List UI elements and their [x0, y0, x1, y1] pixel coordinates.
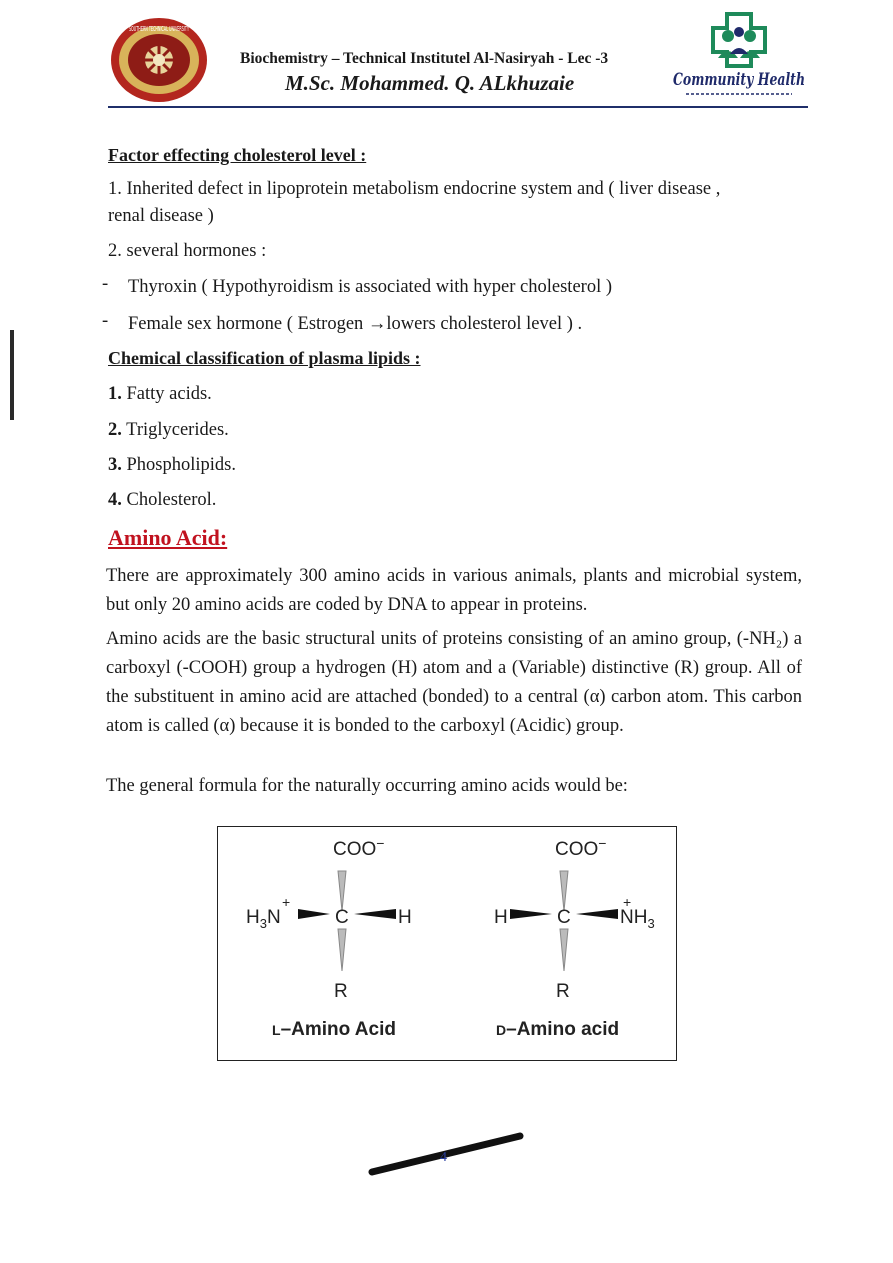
amino-acid-enantiomer-diagram — [217, 826, 677, 1061]
d-wedge-right — [576, 909, 618, 919]
l-wedge-right — [354, 909, 396, 919]
d-carboxylate-label: COO− — [555, 835, 607, 860]
lipid-item-2: 2. Triglycerides. — [108, 420, 229, 440]
d-amino-acid-structure — [494, 835, 655, 1040]
d-amino-charge: + — [623, 894, 632, 910]
l-amino-acid-caption: L–Amino Acid — [272, 1019, 396, 1040]
d-wedge-up — [560, 871, 568, 911]
d-hydrogen-label: H — [494, 907, 508, 928]
d-amino-acid-caption: D–Amino acid — [496, 1019, 620, 1040]
d-wedge-left — [510, 909, 552, 919]
hormone-bullet-estrogen: Female sex hormone ( Estrogen →lowers cholesterol level ) . — [128, 314, 583, 334]
lipid-item-3: 3. Phospholipids. — [108, 455, 236, 475]
bullet-mark: - — [102, 311, 109, 331]
section-heading-plasma-lipids: Chemical classification of plasma lipids : — [108, 348, 421, 368]
l-wedge-down — [338, 929, 346, 971]
d-amino-label: $NH_3$ — [620, 907, 655, 931]
l-alpha-carbon-label: C — [335, 907, 349, 928]
header-author: M.Sc. Mohammed. Q. ALkhuzaie — [285, 71, 575, 95]
page-number: 4 — [440, 1150, 447, 1165]
l-amino-charge: + — [282, 894, 291, 910]
section-heading-cholesterol-factors: Factor effecting cholesterol level : — [108, 145, 367, 165]
amino-acid-paragraph-3: The general formula for the naturally occurring amino acids would be: — [106, 776, 628, 796]
header-course-line: Biochemistry – Technical Institutel Al-Nasiryah - Lec -3 — [240, 50, 609, 67]
lipid-item-4: 4. Cholesterol. — [108, 490, 217, 510]
footer-pen-stroke — [370, 1128, 525, 1176]
factor-item-2: 2. several hormones : — [108, 241, 267, 261]
logo-ring-text: SOUTHERN TECHNICAL UNIVERSITY — [129, 25, 190, 33]
factor-item-1-line2: renal disease ) — [108, 206, 214, 226]
amino-acid-paragraph-1: There are approximately 300 amino acids in various animals, plants and microbial system, but only 20 amino acids are coded by DNA to appear in proteins. — [106, 566, 802, 615]
l-hydrogen-label: H — [398, 907, 412, 928]
l-r-group-label: R — [334, 981, 348, 1002]
l-wedge-up — [338, 871, 346, 911]
l-amino-label: $H_3N$ — [246, 907, 281, 931]
l-wedge-left — [298, 909, 330, 919]
university-logo — [108, 16, 210, 104]
factor-item-1-line1: 1. Inherited defect in lipoprotein metabolism endocrine system and ( liver disease , — [108, 179, 721, 199]
scan-edge-mark — [10, 330, 14, 420]
section-heading-amino-acid: Amino Acid: — [108, 525, 228, 550]
header-divider — [108, 106, 808, 108]
amino-acid-paragraph-2: Amino acids are the basic structural units of proteins consisting of an amino group, (-NH₂) a carboxyl (-COOH) group a hydrogen (H) atom and a (Variable) distinctive (R) group. All of the substituent in amino acid are attached (bonded) to a central (α) carbon atom. This carbon atom is called (α) because it is bonded to the carboxyl (Acidic) group. — [106, 629, 802, 736]
bullet-mark: - — [102, 274, 109, 294]
hormone-bullet-thyroxin: Thyroxin ( Hypothyroidism is associated with hyper cholesterol ) — [128, 277, 612, 297]
l-carboxylate-label: COO− — [333, 835, 385, 860]
d-wedge-down — [560, 929, 568, 971]
logo-brand-text: Community Health — [673, 70, 805, 90]
community-health-logo — [664, 10, 814, 102]
d-alpha-carbon-label: C — [557, 907, 571, 928]
lipid-item-1: 1. Fatty acids. — [108, 384, 212, 404]
d-r-group-label: R — [556, 981, 570, 1002]
l-amino-acid-structure — [246, 835, 412, 1040]
